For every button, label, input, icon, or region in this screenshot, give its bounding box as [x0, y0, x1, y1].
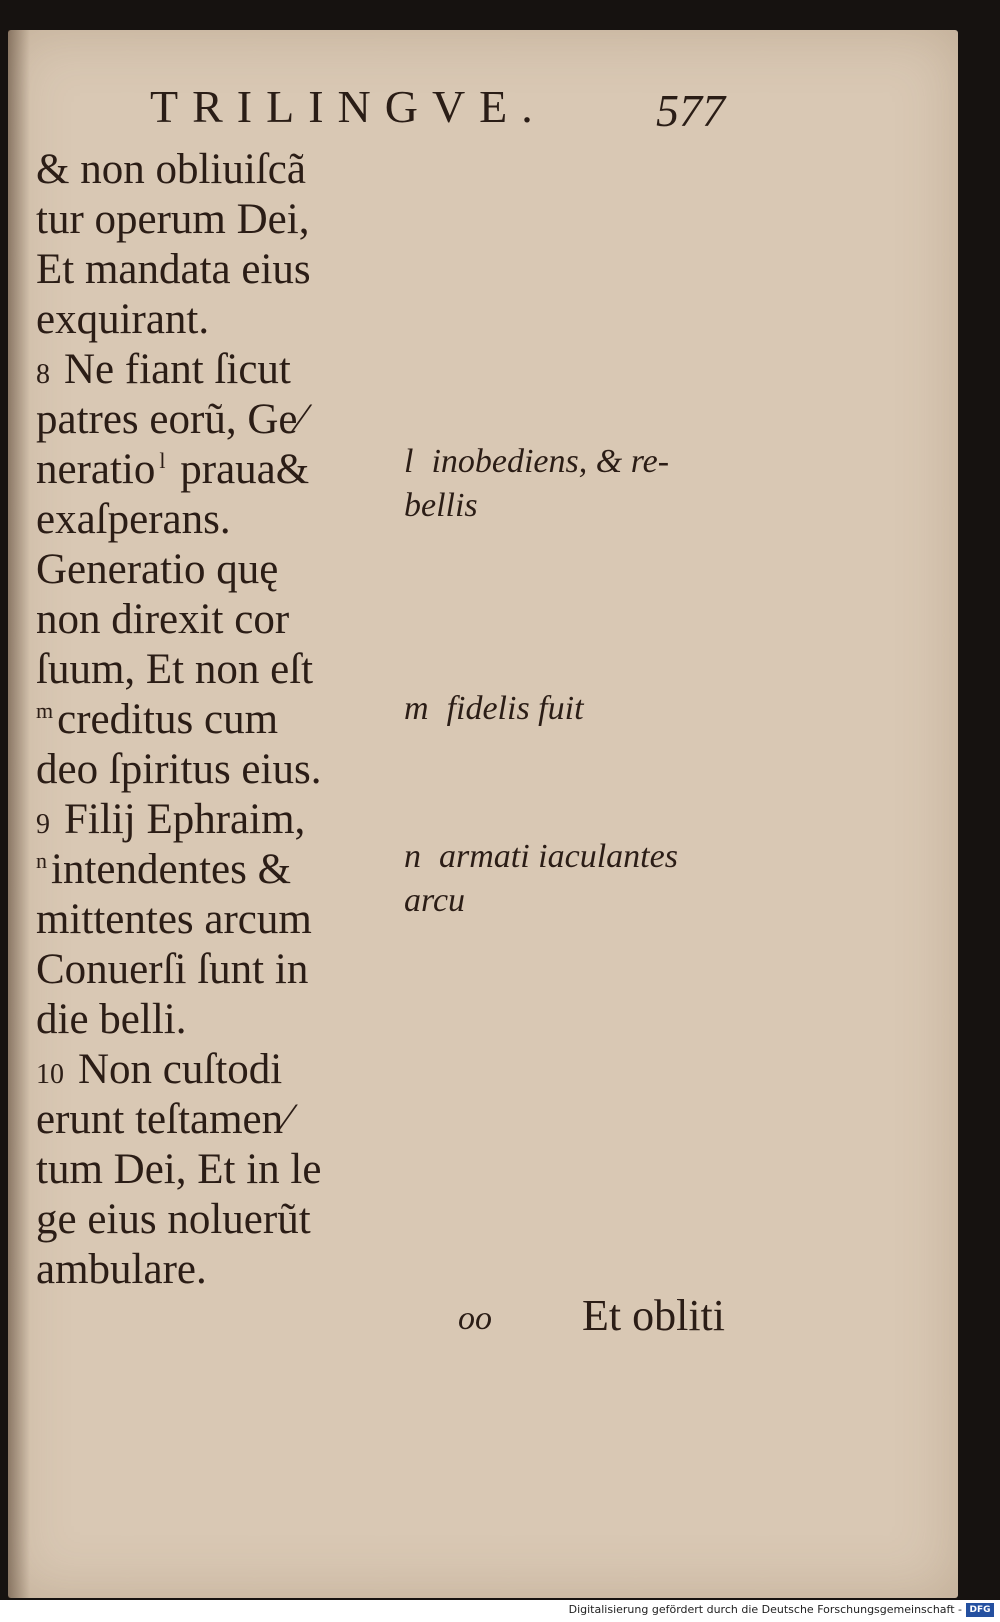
- line-text: mittentes arcum: [36, 896, 312, 943]
- verse-number: 8: [36, 359, 50, 390]
- line-text: deo ſpiritus eius.: [36, 746, 322, 793]
- text-line: [36, 445, 416, 495]
- gloss-line: inobediens, & re-: [431, 443, 670, 480]
- text-line: [36, 995, 416, 1045]
- marginal-gloss-m: [404, 690, 584, 728]
- gloss-letter: m: [404, 690, 429, 727]
- text-line: [36, 245, 416, 295]
- text-line: [36, 645, 416, 695]
- text-line: [36, 695, 416, 745]
- text-line: [36, 1045, 416, 1095]
- line-text: ambulare.: [36, 1246, 207, 1293]
- text-line: [36, 845, 416, 895]
- gloss-line: bellis: [404, 487, 478, 524]
- text-line: [36, 145, 416, 195]
- page-number: 577: [656, 85, 725, 136]
- text-line: [36, 745, 416, 795]
- line-text: Ne fiant ſicut: [64, 346, 291, 393]
- line-text: tum Dei, Et in le: [36, 1146, 322, 1193]
- digitization-footer: [0, 1600, 1000, 1622]
- text-line: [36, 1095, 416, 1145]
- note-mark: m: [36, 697, 54, 723]
- line-text: exquirant.: [36, 296, 210, 343]
- line-text: patres eorũ, Ge⁄: [36, 396, 305, 443]
- line-text: exaſperans.: [36, 496, 231, 543]
- text-line: [36, 1245, 416, 1295]
- line-text: & non obliuiſcã: [36, 146, 306, 193]
- text-line: [36, 345, 416, 395]
- line-text: creditus cum: [57, 696, 279, 743]
- dfg-logo: DFG: [966, 1603, 994, 1617]
- line-text: Filij Ephraim,: [64, 796, 306, 843]
- note-mark: n: [36, 847, 47, 873]
- line-text: Conuerſi ſunt in: [36, 946, 309, 993]
- gloss-line: fidelis fuit: [446, 690, 584, 727]
- line-text: die belli.: [36, 996, 187, 1043]
- text-line: [36, 1145, 416, 1195]
- text-line: [36, 795, 416, 845]
- line-text: Et mandata eius: [36, 246, 311, 293]
- line-text-part: praua&: [169, 446, 310, 493]
- text-line: [36, 945, 416, 995]
- gloss-line: armati iaculantes: [439, 838, 678, 875]
- main-text-column: [36, 145, 416, 1295]
- gloss-letter: n: [404, 838, 421, 875]
- line-text: intendentes &: [51, 846, 292, 893]
- line-text: ge eius noluerũt: [36, 1196, 311, 1243]
- line-text: tur operum Dei,: [36, 196, 310, 243]
- text-line: [36, 495, 416, 545]
- text-line: [36, 195, 416, 245]
- line-text-part: neratio: [36, 446, 156, 493]
- gloss-letter: l: [404, 443, 414, 480]
- gloss-line: arcu: [404, 882, 466, 919]
- text-line: [36, 395, 416, 445]
- marginal-gloss-n: [404, 838, 678, 920]
- page-gutter-shadow: [8, 30, 30, 1598]
- text-line: [36, 545, 416, 595]
- line-text: ſuum, Et non eſt: [36, 646, 314, 693]
- text-line: [36, 595, 416, 645]
- page-header: [0, 80, 1000, 140]
- line-text: Generatio quę: [36, 546, 279, 593]
- running-title: TRILINGVE.: [150, 81, 547, 132]
- line-text: [36, 446, 309, 493]
- note-mark: l: [159, 447, 166, 473]
- marginal-gloss-l: [404, 443, 669, 525]
- text-line: [36, 895, 416, 945]
- line-text: Non cuſtodi: [78, 1046, 283, 1093]
- line-text: non direxit cor: [36, 596, 290, 643]
- verse-number: 9: [36, 809, 50, 840]
- text-line: [36, 295, 416, 345]
- line-text: erunt teſtamen⁄: [36, 1096, 291, 1143]
- verse-number: 10: [36, 1059, 64, 1090]
- catchword-mark: oo: [458, 1300, 492, 1337]
- text-line: [36, 1195, 416, 1245]
- catchword: Et obliti: [582, 1291, 725, 1340]
- footer-credit: Digitalisierung gefördert durch die Deutsche Forschungsgemeinschaft -: [568, 1603, 962, 1616]
